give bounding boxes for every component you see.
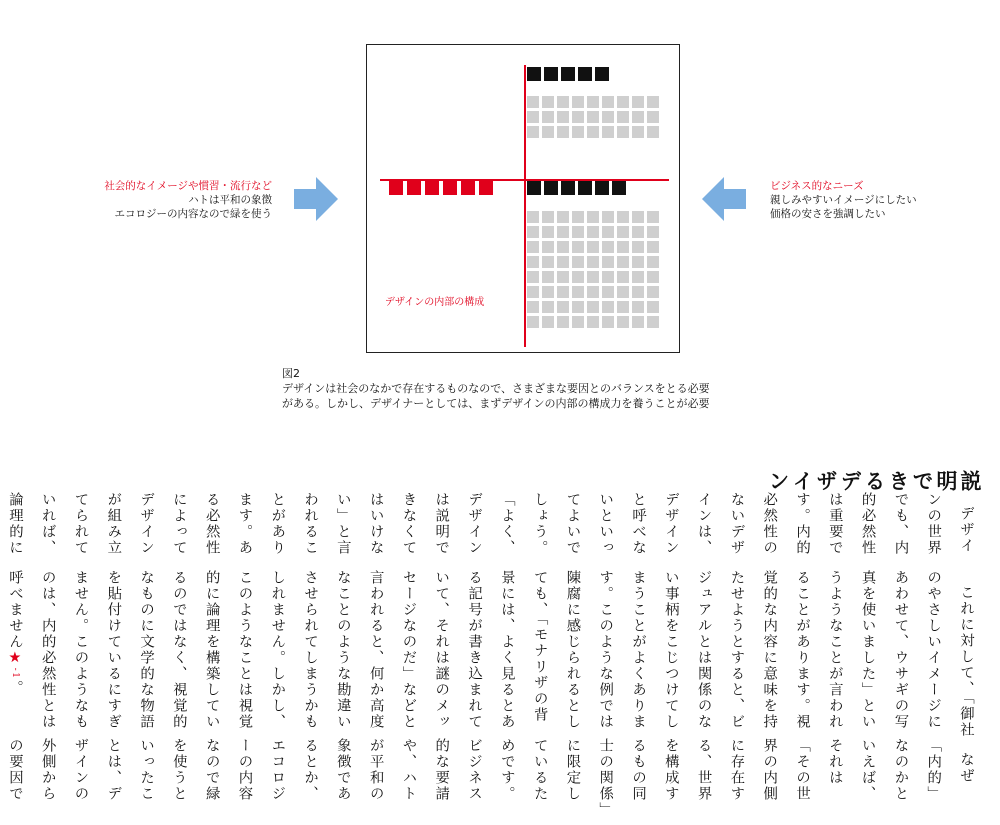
- gray-block: [602, 211, 614, 223]
- gray-block: [617, 271, 629, 283]
- gray-block: [527, 256, 539, 268]
- paragraph-2-text: これに対して、「御社のやさしいイメージにあわせて、ウサギの写真を使いました」というようなことが言われることがあります。視覚的な内容に意味を持たせようとすると、ビジュアルとは関係のない事柄をこじつけてしまうことがよくあります。このような例では陳腐に感じられるとしても、「モナリザの背景には、よく見るとある記号が書き込まれていて、それは謎のメッセージなのだ」などと言われると、何か高度なことのような勘違いさせられてしまうかもしれません。しかし、このようなことは視覚的に論理を構築しているのではなく、視覚的なものに文学的な物語を貼付けているにすぎません。このようなものは、内的必然性とは呼べません: [6, 570, 974, 738]
- red-block: [389, 181, 403, 195]
- gray-block: [647, 241, 659, 253]
- gray-block: [602, 256, 614, 268]
- gray-block: [557, 256, 569, 268]
- gray-block: [617, 256, 629, 268]
- black-block: [578, 67, 592, 81]
- gray-block: [527, 226, 539, 238]
- black-block: [561, 67, 575, 81]
- gray-block: [632, 316, 644, 328]
- gray-block: [572, 96, 584, 108]
- left-note-line-1: ハトは平和の象徴: [188, 194, 272, 206]
- right-note-line-1: 親しみやすいイメージにしたい: [770, 194, 917, 206]
- paragraph-3: なぜ「内的」なのかといえば、それは「その世界の内側に存在する、世界を構成するもの同士の関係」に限定しているためです。ビジネス的な要請や、ハトが平和の象徴であるとか、エコロジーの内容なので緑を使うといったことは、デザインの外側からの要因で: [6, 737, 974, 811]
- gray-block: [542, 271, 554, 283]
- gray-block: [587, 271, 599, 283]
- left-note: [104, 179, 272, 221]
- gray-block: [602, 226, 614, 238]
- gray-block: [557, 286, 569, 298]
- gray-block: [557, 226, 569, 238]
- gray-block: [572, 111, 584, 123]
- footnote-ref[interactable]: -1: [9, 667, 20, 680]
- black-block: [561, 181, 575, 195]
- gray-block: [617, 241, 629, 253]
- red-block: [479, 181, 493, 195]
- gray-block: [617, 96, 629, 108]
- gray-block: [587, 316, 599, 328]
- red-block: [461, 181, 475, 195]
- gray-block: [527, 241, 539, 253]
- gray-block: [602, 316, 614, 328]
- gray-block: [527, 286, 539, 298]
- gray-block: [527, 301, 539, 313]
- gray-block: [572, 271, 584, 283]
- gray-block: [587, 241, 599, 253]
- black-block: [595, 67, 609, 81]
- gray-block: [647, 126, 659, 138]
- figure-diagram: [366, 44, 680, 353]
- black-block: [612, 181, 626, 195]
- gray-block: [572, 256, 584, 268]
- right-note-title: ビジネス的なニーズ: [770, 180, 864, 192]
- vertical-axis-line: [524, 65, 526, 347]
- right-note-line-2: 価格の安さを強調したい: [770, 208, 886, 220]
- article-heading: 説明できるデザイン: [766, 470, 982, 492]
- gray-block: [527, 316, 539, 328]
- left-note-line-2: エコロジーの内容なので緑を使う: [114, 208, 272, 220]
- gray-block: [557, 211, 569, 223]
- gray-block: [587, 301, 599, 313]
- gray-block: [572, 316, 584, 328]
- gray-block: [557, 241, 569, 253]
- gray-block: [617, 111, 629, 123]
- right-arrow-icon: [294, 177, 338, 221]
- gray-block: [542, 241, 554, 253]
- caption-line-2: がある。しかし、デザイナーとしては、まずデザインの内部の構成力を養うことが必要: [282, 397, 710, 410]
- gray-block: [542, 211, 554, 223]
- gray-block: [617, 126, 629, 138]
- gray-block: [632, 126, 644, 138]
- gray-block: [542, 316, 554, 328]
- left-arrow-icon: [702, 177, 746, 221]
- gray-block: [587, 256, 599, 268]
- gray-block: [647, 316, 659, 328]
- gray-block: [617, 316, 629, 328]
- gray-block: [632, 301, 644, 313]
- gray-block: [542, 111, 554, 123]
- gray-block: [647, 271, 659, 283]
- gray-block: [572, 241, 584, 253]
- gray-block: [587, 286, 599, 298]
- gray-block: [527, 126, 539, 138]
- figure-inner-label: デザインの内部の構成: [385, 297, 485, 308]
- gray-block: [557, 96, 569, 108]
- gray-block: [632, 256, 644, 268]
- gray-block: [572, 301, 584, 313]
- caption-line-1: デザインは社会のなかで存在するものなので、さまざまな要因とのバランスをとる必要: [282, 382, 710, 395]
- gray-block: [632, 96, 644, 108]
- gray-block: [632, 241, 644, 253]
- gray-block: [647, 286, 659, 298]
- gray-block: [632, 211, 644, 223]
- gray-block: [557, 316, 569, 328]
- red-block: [443, 181, 457, 195]
- gray-block: [542, 96, 554, 108]
- gray-block: [527, 111, 539, 123]
- gray-block: [617, 226, 629, 238]
- paragraph-1: デザインの世界でも、内的必然性は重要です。内的必然性のないデザインは、デザインと呼べないといってよいでしょう。「よく、デザインは説明できなくてはいけない」と言われることがあります。ある必然性によってデザインが組み立てられていれば、論理的に: [6, 492, 974, 556]
- gray-block: [632, 226, 644, 238]
- gray-block: [587, 111, 599, 123]
- gray-block: [602, 96, 614, 108]
- gray-block: [542, 286, 554, 298]
- gray-block: [617, 286, 629, 298]
- gray-block: [602, 126, 614, 138]
- left-note-title: 社会的なイメージや慣習・流行など: [104, 180, 272, 192]
- black-block: [544, 181, 558, 195]
- gray-block: [587, 126, 599, 138]
- gray-block: [587, 96, 599, 108]
- caption-number: 図2: [282, 367, 300, 380]
- black-block: [595, 181, 609, 195]
- right-note: [770, 179, 917, 221]
- black-block: [527, 67, 541, 81]
- gray-block: [557, 111, 569, 123]
- black-block: [578, 181, 592, 195]
- gray-block: [647, 96, 659, 108]
- gray-block: [572, 126, 584, 138]
- gray-block: [647, 226, 659, 238]
- gray-block: [527, 271, 539, 283]
- black-block: [527, 181, 541, 195]
- gray-block: [647, 301, 659, 313]
- gray-block: [527, 96, 539, 108]
- gray-block: [602, 301, 614, 313]
- gray-block: [647, 256, 659, 268]
- paragraph-2-end: 。: [6, 679, 23, 696]
- red-block: [407, 181, 421, 195]
- gray-block: [602, 286, 614, 298]
- paragraph-2: [6, 570, 982, 738]
- gray-block: [542, 226, 554, 238]
- article-body: [6, 470, 982, 815]
- gray-block: [632, 111, 644, 123]
- gray-block: [557, 301, 569, 313]
- gray-block: [647, 111, 659, 123]
- black-block: [544, 67, 558, 81]
- gray-block: [617, 301, 629, 313]
- gray-block: [632, 286, 644, 298]
- gray-block: [617, 211, 629, 223]
- gray-block: [587, 226, 599, 238]
- gray-block: [572, 286, 584, 298]
- gray-block: [647, 211, 659, 223]
- gray-block: [632, 271, 644, 283]
- gray-block: [557, 271, 569, 283]
- footnote-star-icon[interactable]: ★: [6, 650, 23, 668]
- gray-block: [527, 211, 539, 223]
- gray-block: [572, 211, 584, 223]
- gray-block: [542, 126, 554, 138]
- figure-caption: [282, 366, 710, 411]
- red-block: [425, 181, 439, 195]
- gray-block: [557, 126, 569, 138]
- gray-block: [602, 111, 614, 123]
- gray-block: [602, 241, 614, 253]
- gray-block: [572, 226, 584, 238]
- gray-block: [542, 256, 554, 268]
- gray-block: [602, 271, 614, 283]
- gray-block: [587, 211, 599, 223]
- gray-block: [542, 301, 554, 313]
